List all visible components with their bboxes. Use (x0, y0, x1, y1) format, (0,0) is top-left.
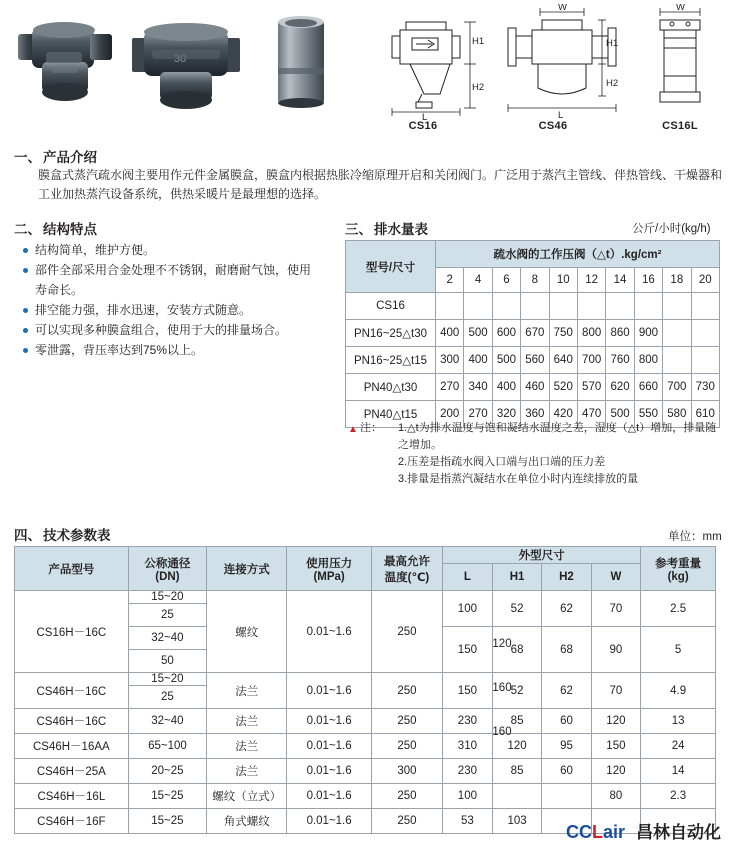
product-photo-2 (128, 16, 246, 112)
section-1-title: 产品介绍 (43, 150, 97, 165)
discharge-cell: 320 (492, 401, 520, 428)
section-2-title: 结构特点 (43, 222, 97, 237)
discharge-cell: 700 (663, 374, 691, 401)
spec-dn: 20~25 (128, 759, 206, 784)
discharge-cell: 400 (492, 374, 520, 401)
spec-header-weight-line1: 参考重量 (655, 557, 702, 570)
spec-model: CS46H－25A (15, 759, 129, 784)
list-item: 排空能力强，排水迅速，安装方式随意。 (22, 300, 322, 320)
dim-h1-cs46: H1 (606, 38, 619, 49)
product-photo-1 (12, 18, 130, 110)
discharge-pressure-col: 2 (436, 268, 464, 293)
spec-model: CS46H－16C (15, 673, 129, 709)
spec-conn: 法兰 (207, 734, 287, 759)
spec-h1: 85 (492, 709, 542, 734)
spec-table (14, 546, 716, 834)
discharge-cell (634, 293, 662, 320)
section-3-number: 三、 (345, 222, 372, 237)
discharge-row-model: PN16~25△t30 (346, 320, 436, 347)
discharge-cell: 580 (663, 401, 691, 428)
spec-header-l: L (443, 564, 493, 591)
note-item: 1.△t为排水温度与饱和凝结水温度之差，湿度（△t）增加，排量随之增加。 (398, 422, 717, 451)
table-row (15, 591, 716, 604)
note-item: 2.压差是指疏水阀入口端与出口端的压力差 (398, 456, 606, 468)
discharge-table (345, 240, 720, 428)
spec-dn: 15~20 (128, 673, 206, 686)
spec-h2: 62 (542, 591, 591, 627)
discharge-cell (492, 293, 520, 320)
section-4-number: 四、 (14, 528, 41, 543)
drawing-cs16 (378, 8, 488, 120)
spec-temp: 300 (371, 759, 442, 784)
discharge-cell (663, 347, 691, 374)
discharge-pressure-col: 10 (549, 268, 577, 293)
discharge-cell: 550 (634, 401, 662, 428)
discharge-cell: 560 (521, 347, 549, 374)
note-prefix: 注： (360, 422, 382, 434)
discharge-pressure-col: 14 (606, 268, 634, 293)
spec-h2: 68 (542, 627, 591, 673)
spec-header-row (15, 547, 716, 564)
spec-weight: 5 (641, 627, 716, 673)
spec-pressure: 0.01~1.6 (287, 759, 372, 784)
discharge-cell: 500 (464, 320, 492, 347)
spec-conn: 角式螺纹 (207, 809, 287, 834)
discharge-cell: 570 (577, 374, 605, 401)
section-3-title: 排水量表 (374, 222, 428, 237)
spec-h1: 103 (492, 809, 542, 834)
spec-l: 100 (443, 591, 493, 627)
dim-h2-cs46: H2 (606, 78, 619, 89)
spec-h2 (542, 784, 591, 809)
discharge-row-model: PN16~25△t15 (346, 347, 436, 374)
discharge-header-group: 疏水阀的工作压阀（△t）.kg/cm² (436, 241, 720, 268)
spec-conn: 螺纹（立式） (207, 784, 287, 809)
spec-header-conn: 连接方式 (207, 547, 287, 591)
spec-dn: 15~25 (128, 784, 206, 809)
discharge-cell (663, 293, 691, 320)
discharge-cell: 730 (691, 374, 719, 401)
discharge-pressure-col: 6 (492, 268, 520, 293)
spec-w: 90 (591, 627, 641, 673)
spec-temp: 250 (371, 784, 442, 809)
discharge-row-model: PN40△t15 (346, 401, 436, 428)
section-heading-4 (14, 524, 111, 544)
spec-header-weight (641, 547, 716, 591)
spec-pressure: 0.01~1.6 (287, 784, 372, 809)
discharge-cell (691, 320, 719, 347)
table-row (15, 709, 716, 734)
discharge-cell: 400 (436, 320, 464, 347)
dim-l-cs16: L (422, 112, 428, 120)
discharge-cell: 750 (549, 320, 577, 347)
discharge-pressure-col: 12 (577, 268, 605, 293)
spec-pressure: 0.01~1.6 (287, 709, 372, 734)
logo-company-name: 昌林自动化 (636, 823, 722, 842)
discharge-cell: 860 (606, 320, 634, 347)
spec-header-dims: 外型尺寸 (443, 547, 641, 564)
spec-header-temp-line2: 温度(℃) (384, 571, 430, 584)
spec-conn: 法兰 (207, 673, 287, 709)
spec-model: CS46H－16AA (15, 734, 129, 759)
spec-l: 150 (443, 673, 493, 709)
discharge-cell: 800 (634, 347, 662, 374)
spec-header-pressure (287, 547, 372, 591)
spec-w: 70 (591, 673, 641, 709)
spec-header-h1: H1 (492, 564, 542, 591)
discharge-cell: 360 (521, 401, 549, 428)
table-row (15, 759, 716, 784)
spec-header-pressure-line1: 使用压力 (306, 557, 353, 570)
spec-weight: 13 (641, 709, 716, 734)
spec-l: 100 (443, 784, 493, 809)
spec-w: 70 (591, 591, 641, 627)
spec-model: CS16H－16C (15, 591, 129, 673)
spec-l-secondary: 160 (492, 726, 512, 738)
discharge-pressure-col: 16 (634, 268, 662, 293)
dim-l-cs46: L (558, 110, 564, 120)
section-4-title: 技术参数表 (43, 528, 111, 543)
discharge-cell: 640 (549, 347, 577, 374)
spec-header-dn-line1: 公称通径 (144, 557, 191, 570)
section-2-number: 二、 (14, 222, 41, 237)
spec-l: 230 (443, 759, 493, 784)
spec-l-secondary: 160 (492, 682, 512, 694)
discharge-cell: 620 (606, 374, 634, 401)
spec-weight: 4.9 (641, 673, 716, 709)
discharge-cell (549, 293, 577, 320)
discharge-cell (663, 320, 691, 347)
warning-triangle-icon: ▲ (348, 424, 358, 435)
list-item: 部件全部采用合金处理不不锈钢，耐磨耐气蚀，使用寿命长。 (22, 260, 322, 300)
spec-l: 150 (443, 627, 493, 673)
list-item: 零泄露，背压率达到75%以上。 (22, 340, 322, 360)
spec-dn: 32~40 (128, 627, 206, 650)
spec-w: 80 (591, 784, 641, 809)
discharge-cell (521, 293, 549, 320)
spec-w: 120 (591, 759, 641, 784)
spec-conn: 螺纹 (207, 591, 287, 673)
spec-dn: 32~40 (128, 709, 206, 734)
spec-l: 230 (443, 709, 493, 734)
discharge-cell: 500 (492, 347, 520, 374)
table-row (15, 784, 716, 809)
spec-h1: 68 (492, 627, 542, 673)
discharge-cell: 460 (521, 374, 549, 401)
intro-paragraph: 膜盒式蒸汽疏水阀主要用作元件金属膜盒，膜盒内根据热胀冷缩原理开启和关闭阀门。广泛用于蒸汽主管线、伴热管线、干燥器和工业加热蒸汽设备系统，供热采暖片是最理想的选择。 (38, 168, 723, 201)
spec-dn: 50 (128, 650, 206, 673)
discharge-cell: 670 (521, 320, 549, 347)
product-photo-3 (272, 14, 330, 110)
discharge-row-model: PN40△t30 (346, 374, 436, 401)
discharge-cell: 760 (606, 347, 634, 374)
spec-weight: 14 (641, 759, 716, 784)
discharge-cell: 270 (464, 401, 492, 428)
discharge-cell: 470 (577, 401, 605, 428)
spec-l: 310 (443, 734, 493, 759)
product-image-strip (0, 0, 730, 140)
company-logo (566, 818, 721, 843)
logo-air: air (603, 822, 626, 842)
spec-header-w: W (591, 564, 641, 591)
spec-header-h2: H2 (542, 564, 591, 591)
spec-w: 120 (591, 709, 641, 734)
spec-dn: 25 (128, 604, 206, 627)
discharge-cell: 200 (436, 401, 464, 428)
spec-dn: 15~20 (128, 591, 206, 604)
dim-h1-cs16: H1 (472, 36, 485, 47)
spec-weight: 24 (641, 734, 716, 759)
discharge-cell (577, 293, 605, 320)
caption-cs46: CS46 (538, 120, 568, 132)
spec-header-weight-line2: (kg) (667, 570, 689, 583)
discharge-cell: 900 (634, 320, 662, 347)
discharge-header-model: 型号/尺寸 (346, 241, 436, 293)
spec-model: CS46H－16L (15, 784, 129, 809)
spec-header-dn (128, 547, 206, 591)
spec-dn: 15~25 (128, 809, 206, 834)
features-list (22, 240, 322, 360)
dim-w-cs16l: W (676, 4, 685, 13)
table-row (15, 734, 716, 759)
dim-h2-cs16: H2 (472, 82, 485, 93)
discharge-pressure-col: 20 (691, 268, 719, 293)
spec-pressure: 0.01~1.6 (287, 734, 372, 759)
spec-temp: 250 (371, 673, 442, 709)
discharge-cell: 660 (634, 374, 662, 401)
discharge-table-unit: 公斤/小时(kg/h) (632, 223, 711, 235)
discharge-pressure-col: 4 (464, 268, 492, 293)
drawing-cs16l (640, 4, 720, 120)
caption-cs16: CS16 (408, 120, 438, 132)
dim-w-cs46: W (558, 4, 567, 13)
spec-temp: 250 (371, 591, 442, 673)
list-item: 结构简单，维护方便。 (22, 240, 322, 260)
spec-dn: 65~100 (128, 734, 206, 759)
spec-model: CS46H－16C (15, 709, 129, 734)
spec-l: 53 (443, 809, 493, 834)
spec-h2: 62 (542, 673, 591, 709)
discharge-cell: 300 (436, 347, 464, 374)
spec-w: 150 (591, 734, 641, 759)
table-row (346, 374, 720, 401)
spec-conn: 法兰 (207, 709, 287, 734)
discharge-cell: 800 (577, 320, 605, 347)
discharge-cell: 610 (691, 401, 719, 428)
spec-header-model: 产品型号 (15, 547, 129, 591)
section-heading-1 (14, 146, 97, 166)
list-item: 可以实现多种膜盒组合，使用于大的排量场合。 (22, 320, 322, 340)
section-heading-2 (14, 218, 97, 238)
spec-weight: 2.3 (641, 784, 716, 809)
spec-h2: 95 (542, 734, 591, 759)
discharge-pressure-col: 8 (521, 268, 549, 293)
discharge-cell (691, 347, 719, 374)
spec-pressure: 0.01~1.6 (287, 591, 372, 673)
discharge-cell (464, 293, 492, 320)
table-row (15, 673, 716, 686)
spec-h2: 60 (542, 709, 591, 734)
spec-l-secondary: 120 (492, 638, 512, 650)
spec-temp: 250 (371, 709, 442, 734)
discharge-cell: 340 (464, 374, 492, 401)
spec-temp: 250 (371, 734, 442, 759)
spec-pressure: 0.01~1.6 (287, 673, 372, 709)
caption-cs16l: CS16L (662, 120, 698, 132)
discharge-cell (606, 293, 634, 320)
spec-h1 (492, 784, 542, 809)
discharge-cell: 270 (436, 374, 464, 401)
spec-table-unit: 单位：mm (668, 531, 722, 543)
spec-conn: 法兰 (207, 759, 287, 784)
discharge-cell: 500 (606, 401, 634, 428)
spec-header-temp-line1: 最高允许 (383, 555, 430, 568)
spec-dn: 25 (128, 686, 206, 709)
logo-l: L (592, 822, 603, 842)
spec-model: CS46H－16F (15, 809, 129, 834)
discharge-row-model: CS16 (346, 293, 436, 320)
spec-weight: 2.5 (641, 591, 716, 627)
spec-h1: 52 (492, 673, 542, 709)
table-row (346, 320, 720, 347)
discharge-pressure-col: 18 (663, 268, 691, 293)
spec-header-dn-line2: (DN) (155, 570, 180, 583)
logo-cc: CC (566, 822, 592, 842)
discharge-cell: 520 (549, 374, 577, 401)
discharge-cell: 400 (464, 347, 492, 374)
discharge-cell: 600 (492, 320, 520, 347)
spec-h1: 120 (492, 734, 542, 759)
spec-h1: 85 (492, 759, 542, 784)
section-heading-3 (345, 218, 428, 238)
discharge-cell (691, 293, 719, 320)
note-item: 3.排量是指蒸汽凝结水在单位小时内连续排放的量 (398, 473, 639, 485)
spec-temp: 250 (371, 809, 442, 834)
spec-h1: 52 (492, 591, 542, 627)
drawing-cs46 (498, 4, 620, 120)
table-row (346, 293, 720, 320)
spec-header-temp (371, 547, 442, 591)
discharge-cell: 420 (549, 401, 577, 428)
table-row (346, 347, 720, 374)
discharge-notes (348, 420, 720, 488)
spec-header-pressure-line2: (MPa) (313, 570, 345, 583)
discharge-cell: 700 (577, 347, 605, 374)
spec-h2: 60 (542, 759, 591, 784)
discharge-cell (436, 293, 464, 320)
section-1-number: 一、 (14, 150, 41, 165)
spec-pressure: 0.01~1.6 (287, 809, 372, 834)
